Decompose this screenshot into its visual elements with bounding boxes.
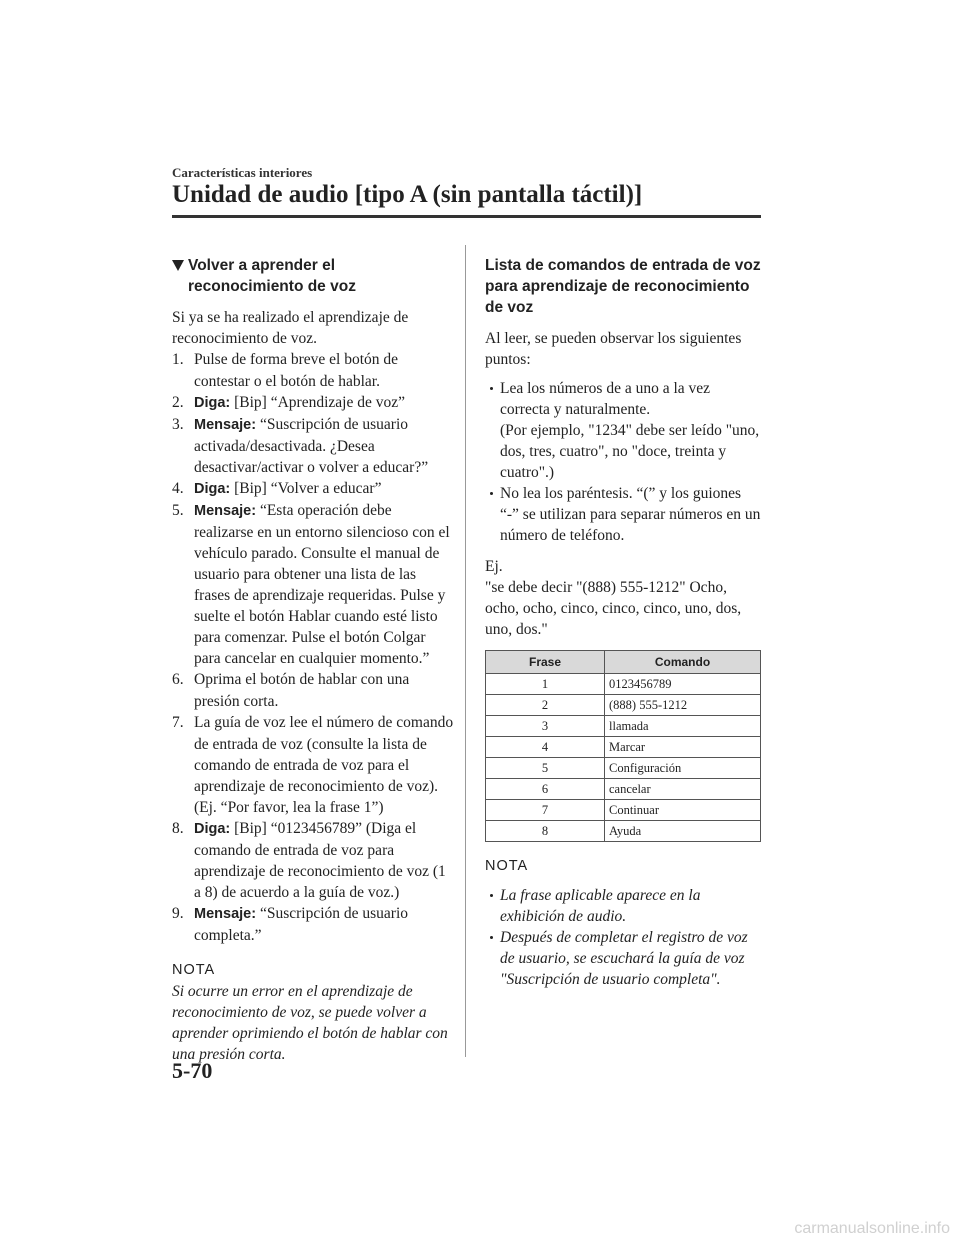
watermark: carmanualsonline.info — [794, 1220, 950, 1237]
table-row — [486, 758, 761, 779]
note-bullet-text: La frase aplicable aparece en la exhibición de audio. — [500, 887, 701, 925]
command-table — [485, 650, 761, 842]
step-body — [194, 500, 454, 669]
step-text: Pulse de forma breve el botón de contestar o el botón de hablar. — [194, 351, 399, 390]
step-number: 8. — [172, 820, 184, 837]
step-text: “Esta operación debe realizarse en un entorno silencioso con el vehículo parado. Consulte el manual de usuario para obtener una lista de las frases de aprendizaje requeridas. Pulse y suelte el botón Hablar cuando esté listo para comenzar. Pulse el botón Colgar para cancelar en cualquier momento.” — [194, 502, 450, 667]
step-body — [194, 818, 454, 903]
table-row — [486, 716, 761, 737]
left-column — [172, 255, 454, 1065]
step-body — [194, 669, 454, 712]
step-number: 9. — [172, 905, 184, 922]
table-body — [486, 674, 761, 842]
table-row — [486, 737, 761, 758]
table-row — [486, 779, 761, 800]
bullet-icon — [485, 927, 500, 990]
bullet-icon — [485, 378, 500, 483]
table-row — [486, 821, 761, 842]
command-cell: (888) 555-1212 — [605, 695, 761, 716]
section-label: Características interiores — [172, 165, 313, 180]
step-text: Oprima el botón de hablar con una presión corta. — [194, 671, 410, 710]
table-header-cell: Frase — [486, 651, 605, 674]
command-list-intro: Al leer, se pueden observar los siguientes puntos: — [485, 330, 742, 368]
table-row — [486, 800, 761, 821]
step-label: Mensaje: — [194, 503, 257, 519]
bullet-text: No lea los paréntesis. “(” y los guiones “-” se utilizan para separar números en un número de teléfono. — [500, 485, 761, 544]
column-divider — [465, 245, 466, 1057]
command-cell: Marcar — [605, 737, 761, 758]
example-label: Ej. — [485, 558, 503, 575]
command-cell: cancelar — [605, 779, 761, 800]
step-text: [Bip] “0123456789” (Diga el comando de entrada de voz para aprendizaje de reconocimiento de voz (1 a 8) de acuerdo a la guía de voz.) — [194, 820, 446, 901]
command-cell: 0123456789 — [605, 674, 761, 695]
step-body — [194, 478, 454, 500]
step-number: 5. — [172, 502, 184, 519]
step-text: [Bip] “Volver a educar” — [230, 480, 382, 497]
example-text: "se debe decir "(888) 555-1212" Ocho, ocho, ocho, cinco, cinco, cinco, uno, dos, uno, dos." — [485, 579, 742, 638]
phrase-number-cell: 6 — [486, 779, 605, 800]
phrase-number-cell: 3 — [486, 716, 605, 737]
intro-paragraph: Si ya se ha realizado el aprendizaje de reconocimiento de voz. — [172, 309, 409, 347]
title-rule — [172, 215, 761, 218]
phrase-number-cell: 5 — [486, 758, 605, 779]
list-item — [485, 927, 763, 990]
table-row — [486, 674, 761, 695]
step-text: La guía de voz lee el número de comando de entrada de voz (consulte la lista de comando de entrada de voz para el aprendizaje de reconocimiento de voz). (Ej. “Por favor, lea la frase 1”) — [194, 714, 454, 816]
step-label: Diga: — [194, 821, 231, 837]
bullet-text: Lea los números de a uno a la vez correcta y naturalmente. — [500, 380, 711, 418]
table-header-cell: Comando — [605, 651, 761, 674]
bullet-icon — [485, 483, 500, 546]
note-label: NOTA — [485, 858, 529, 874]
step-item — [172, 669, 454, 712]
list-item — [485, 378, 763, 483]
phrase-number-cell: 1 — [486, 674, 605, 695]
step-label: Diga: — [194, 481, 231, 497]
command-cell: Continuar — [605, 800, 761, 821]
list-item — [485, 885, 763, 927]
step-item — [172, 500, 454, 669]
step-number: 1. — [172, 351, 184, 368]
note-bullet-text: Después de completar el registro de voz de usuario, se escuchará la guía de voz "Suscripción de usuario completa". — [500, 929, 748, 988]
note-label: NOTA — [172, 962, 216, 978]
step-number: 6. — [172, 671, 184, 688]
table-row — [486, 695, 761, 716]
step-item — [172, 478, 454, 500]
page-title: Unidad de audio [tipo A (sin pantalla táctil)] — [172, 181, 643, 208]
step-number: 3. — [172, 416, 184, 433]
reading-tips — [485, 378, 763, 546]
step-body — [194, 414, 454, 478]
step-body — [194, 392, 454, 414]
phrase-number-cell: 8 — [486, 821, 605, 842]
table-header-row — [486, 651, 761, 674]
step-text: “Suscripción de usuario activada/desactivada. ¿Desea desactivar/activar o volver a educar?” — [194, 416, 429, 476]
step-body — [194, 712, 454, 818]
step-number: 4. — [172, 480, 184, 497]
list-item — [485, 483, 763, 546]
bullet-text-extra: (Por ejemplo, "1234" debe ser leído "uno, dos, tres, cuatro", no "doce, treinta y cuatro".) — [500, 422, 760, 481]
step-item — [172, 712, 454, 818]
note-list — [485, 885, 763, 990]
step-item — [172, 818, 454, 903]
step-number: 7. — [172, 714, 184, 731]
triangle-marker-icon — [172, 260, 184, 271]
subsection-heading-text: Volver a aprender el reconocimiento de voz — [188, 257, 356, 295]
step-text: [Bip] “Aprendizaje de voz” — [230, 394, 405, 411]
right-column — [485, 255, 763, 990]
step-list — [172, 349, 454, 946]
step-label: Mensaje: — [194, 417, 257, 433]
phrase-number-cell: 2 — [486, 695, 605, 716]
step-item — [172, 392, 454, 414]
note-text: Si ocurre un error en el aprendizaje de reconocimiento de voz, se puede volver a aprender oprimiendo el botón de hablar con una presión corta. — [172, 983, 448, 1063]
step-item — [172, 414, 454, 478]
command-cell: Configuración — [605, 758, 761, 779]
step-text: “Suscripción de usuario completa.” — [194, 905, 409, 944]
step-body — [194, 349, 454, 392]
command-list-heading: Lista de comandos de entrada de voz para aprendizaje de reconocimiento de voz — [485, 257, 761, 316]
step-item — [172, 903, 454, 946]
page-number: 5-70 — [172, 1058, 213, 1083]
phrase-number-cell: 4 — [486, 737, 605, 758]
step-label: Mensaje: — [194, 906, 257, 922]
subsection-heading — [172, 255, 454, 297]
command-cell: Ayuda — [605, 821, 761, 842]
step-number: 2. — [172, 394, 184, 411]
bullet-icon — [485, 885, 500, 927]
step-item — [172, 349, 454, 392]
step-label: Diga: — [194, 395, 231, 411]
command-cell: llamada — [605, 716, 761, 737]
phrase-number-cell: 7 — [486, 800, 605, 821]
step-body — [194, 903, 454, 946]
